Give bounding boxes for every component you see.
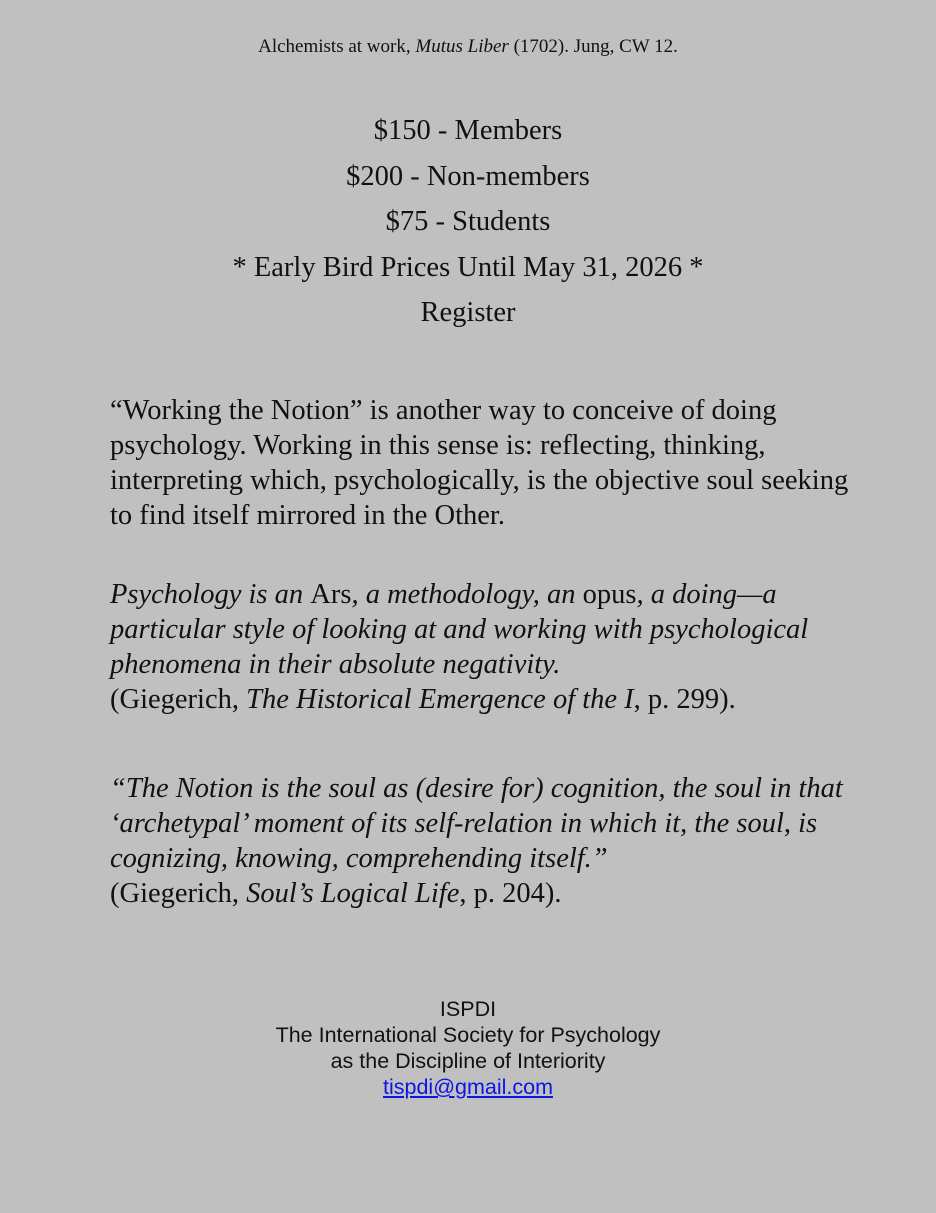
quote-notion-text: “The Notion is the soul as (desire for) cognition, the soul in that ‘archetypal’ moment of its self-relation in which it, the soul, is cognizing, knowing, comprehending itself.” — [110, 773, 843, 874]
quote-notion-cite-prefix: (Giegerich, — [110, 878, 247, 909]
quote-ars-cite-prefix: (Giegerich, — [110, 684, 247, 715]
register-link[interactable]: Register — [420, 297, 516, 328]
email-link[interactable]: tispdi@gmail.com — [383, 1075, 553, 1099]
org-acronym: ISPDI — [439, 997, 497, 1021]
quote-ars-text-3: , a doing—a particular style of looking at and working with psychological phenomena in their absolute negativity. — [110, 579, 809, 680]
quote-ars — [110, 577, 850, 717]
org-name-line-1: The International Society for Psychology — [275, 1023, 661, 1047]
quote-ars-text-2: , a methodology, an — [351, 579, 583, 610]
quote-ars-text-1: Psychology is an — [110, 579, 311, 610]
org-name-line-2: as the Discipline of Interiority — [330, 1049, 606, 1073]
quote-notion-cite-title: Soul’s Logical Life — [246, 878, 460, 909]
quote-ars-term-opus: opus — [582, 579, 637, 610]
pricing-block — [0, 108, 936, 336]
quote-notion — [110, 771, 850, 911]
early-bird-notice: * Early Bird Prices Until May 31, 2026 * — [232, 251, 704, 283]
quote-notion-cite-suffix: , p. 204). — [459, 878, 562, 909]
caption-prefix: Alchemists at work, — [258, 36, 416, 57]
quote-ars-term-ars: Ars — [310, 579, 352, 610]
quote-ars-cite-title: The Historical Emergence of the I — [246, 684, 634, 715]
footer — [0, 996, 936, 1100]
caption-suffix: (1702). Jung, CW 12. — [508, 36, 678, 57]
image-caption — [0, 36, 936, 58]
price-students: $75 - Students — [385, 206, 551, 237]
quote-ars-cite-suffix: , p. 299). — [633, 684, 736, 715]
price-members: $150 - Members — [373, 115, 563, 146]
caption-title: Mutus Liber — [415, 36, 509, 57]
price-non-members: $200 - Non-members — [346, 160, 590, 192]
intro-paragraph: “Working the Notion” is another way to conceive of doing psychology. Working in this sense is: reflecting, thinking, interpreting which, psychologically, is the objective soul seeking to find itself mirrored in the Other. — [110, 395, 849, 531]
